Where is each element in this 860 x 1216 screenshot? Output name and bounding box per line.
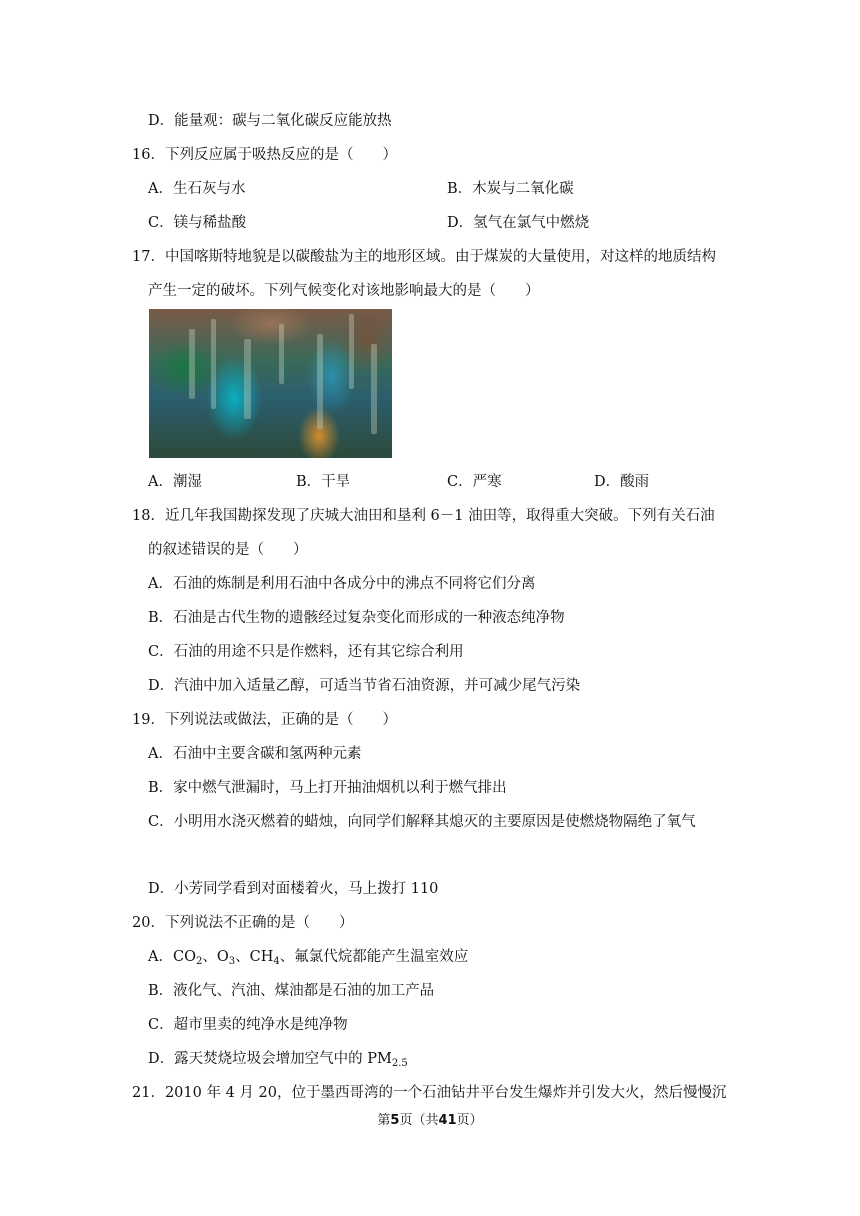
question-16: 16．下列反应属于吸热反应的是（ ） — [132, 147, 397, 163]
q17-option-a: A．潮湿 — [148, 474, 202, 490]
q16-option-b: B．木炭与二氧化碳 — [447, 181, 574, 197]
q16-option-d: D．氢气在氯气中燃烧 — [447, 215, 590, 231]
q20-option-a: A．$CO_2$、$O_3$、$CH_4$、氟氯代烷都能产生温室效应 — [148, 949, 469, 967]
q19-option-c: C．小明用水浇灭燃着的蜡烛，向同学们解释其熄灭的主要原因是使燃烧物隔绝了氧气 — [148, 814, 696, 830]
q20-option-c: C．超市里卖的纯净水是纯净物 — [148, 1017, 348, 1033]
q20-option-d: D．露天焚烧垃圾会增加空气中的 $PM_{2.5}$ — [148, 1051, 408, 1069]
question-20: 20．下列说法不正确的是（ ） — [132, 915, 354, 931]
question-18-line1: 18．近几年我国勘探发现了庆城大油田和垦利 6－1 油田等，取得重大突破。下列有关石油 — [132, 508, 715, 524]
q18-option-c: C．石油的用途不只是作燃料，还有其它综合利用 — [148, 644, 464, 660]
q19-option-b: B．家中燃气泄漏时，马上打开抽油烟机以利于燃气排出 — [148, 780, 507, 796]
q20-option-b: B．液化气、汽油、煤油都是石油的加工产品 — [148, 983, 435, 999]
question-17-line2: 产生一定的破坏。下列气候变化对该地影响最大的是（ ） — [148, 283, 540, 299]
question-17-line1: 17．中国喀斯特地貌是以碳酸盐为主的地形区域。由于煤炭的大量使用，对这样的地质结构 — [132, 249, 716, 265]
q16-option-a: A．生石灰与水 — [148, 181, 246, 197]
q17-option-b: B．干旱 — [296, 474, 351, 490]
karst-cave-photo — [149, 309, 392, 458]
question-21-line1: 21．2010 年 4 月 20，位于墨西哥湾的一个石油钻井平台发生爆炸并引发大火，然后慢慢沉 — [132, 1085, 727, 1101]
q15-option-d: D．能量观：碳与二氧化碳反应能放热 — [148, 113, 392, 129]
q19-option-d: D．小芳同学看到对面楼着火，马上拨打 110 — [148, 881, 439, 897]
q17-option-c: C．严寒 — [447, 474, 502, 490]
q17-option-d: D．酸雨 — [594, 474, 650, 490]
q18-option-a: A．石油的炼制是利用石油中各成分中的沸点不同将它们分离 — [148, 576, 536, 592]
q18-option-b: B．石油是古代生物的遗骸经过复杂变化而形成的一种液态纯净物 — [148, 610, 565, 626]
q16-option-c: C．镁与稀盐酸 — [148, 215, 247, 231]
page-footer: 第5页（共41页） — [377, 1113, 483, 1128]
q18-option-d: D．汽油中加入适量乙醇，可适当节省石油资源，并可减少尾气污染 — [148, 678, 581, 694]
question-18-line2: 的叙述错误的是（ ） — [148, 542, 308, 558]
question-19: 19．下列说法或做法，正确的是（ ） — [132, 712, 397, 728]
q19-option-a: A．石油中主要含碳和氢两种元素 — [148, 746, 362, 762]
